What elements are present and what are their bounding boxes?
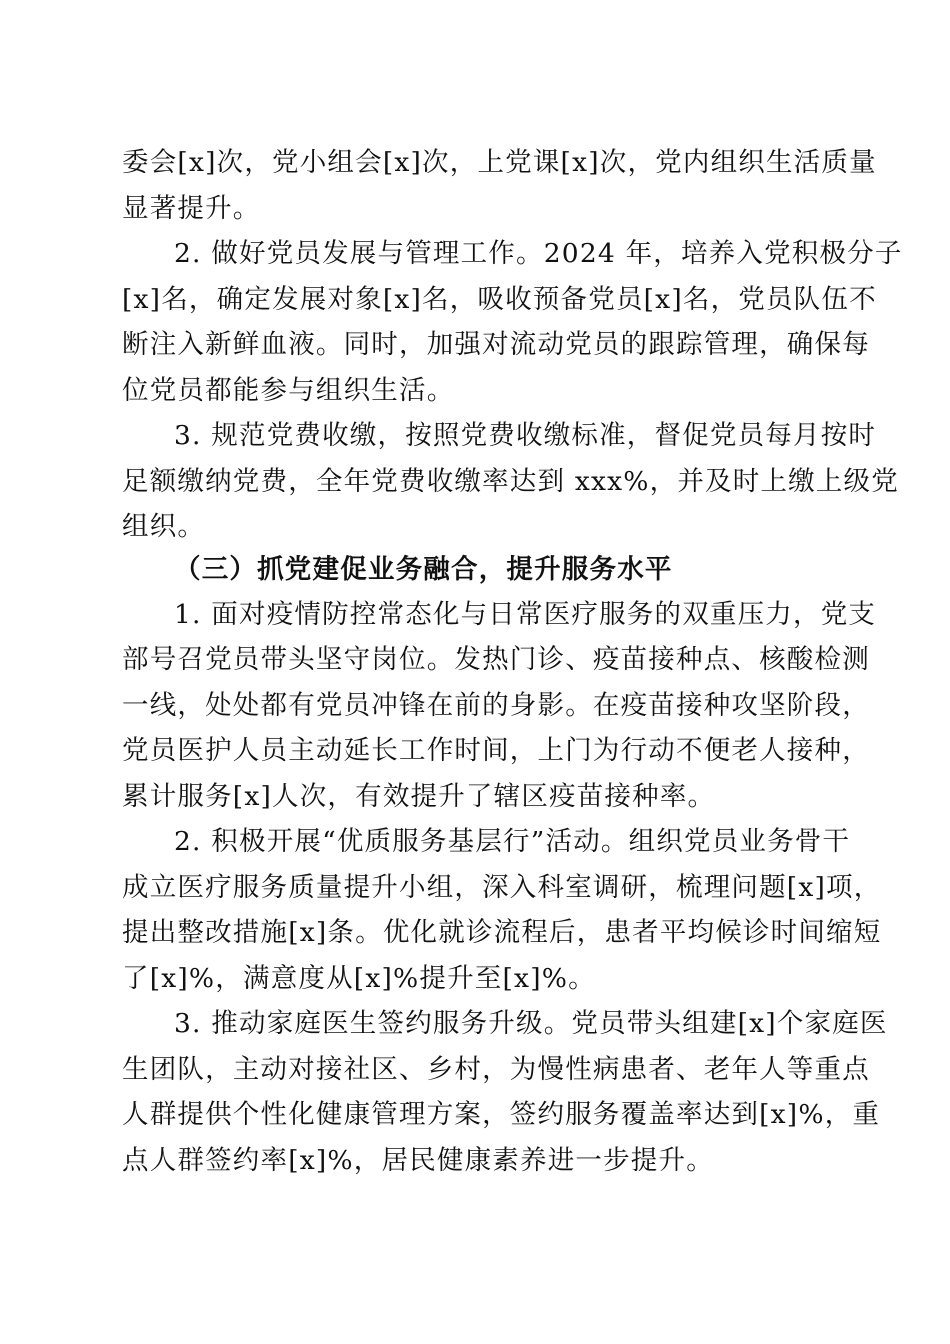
text-line: 生团队，主动对接社区、乡村，为慢性病患者、老年人等重点 bbox=[122, 1054, 870, 1085]
text-line: 显著提升。 bbox=[122, 193, 261, 224]
list-item-line: 3. 规范党费收缴，按照党费收缴标准，督促党员每月按时 bbox=[174, 420, 877, 451]
text-line: 部号召党员带头坚守岗位。发热门诊、疫苗接种点、核酸检测 bbox=[122, 644, 870, 675]
text-line: [x]名，确定发展对象[x]名，吸收预备党员[x]名，党员队伍不 bbox=[122, 284, 877, 315]
text-line: 一线，处处都有党员冲锋在前的身影。在疫苗接种攻坚阶段， bbox=[122, 690, 870, 721]
text-line: 组织。 bbox=[122, 511, 206, 542]
text-line: 点人群签约率[x]%，居民健康素养进一步提升。 bbox=[122, 1145, 714, 1176]
text-line: 提出整改措施[x]条。优化就诊流程后，患者平均候诊时间缩短 bbox=[122, 917, 882, 948]
list-item-line: 2. 做好党员发展与管理工作。2024 年，培养入党积极分子 bbox=[174, 238, 903, 269]
text-line: 了[x]%，满意度从[x]%提升至[x]%。 bbox=[122, 963, 596, 994]
text-line: 党员医护人员主动延长工作时间，上门为行动不便老人接种， bbox=[122, 735, 870, 766]
text-line: 足额缴纳党费，全年党费收缴率达到 xxx%，并及时上缴上级党 bbox=[122, 466, 899, 497]
text-line: 成立医疗服务质量提升小组，深入科室调研，梳理问题[x]项， bbox=[122, 872, 882, 903]
text-line: 断注入新鲜血液。同时，加强对流动党员的跟踪管理，确保每 bbox=[122, 329, 870, 360]
text-line: 人群提供个性化健康管理方案，签约服务覆盖率达到[x]%，重 bbox=[122, 1099, 881, 1130]
text-line: 累计服务[x]人次，有效提升了辖区疫苗接种率。 bbox=[122, 781, 716, 812]
text-line: 位党员都能参与组织生活。 bbox=[122, 375, 455, 406]
list-item-line: 3. 推动家庭医生签约服务升级。党员带头组建[x]个家庭医 bbox=[174, 1008, 888, 1039]
list-item-line: 2. 积极开展“优质服务基层行”活动。组织党员业务骨干 bbox=[174, 826, 851, 857]
section-heading: （三）抓党建促业务融合，提升服务水平 bbox=[174, 554, 673, 585]
text-line: 委会[x]次，党小组会[x]次，上党课[x]次，党内组织生活质量 bbox=[122, 147, 877, 178]
list-item-line: 1. 面对疫情防控常态化与日常医疗服务的双重压力，党支 bbox=[174, 599, 877, 630]
